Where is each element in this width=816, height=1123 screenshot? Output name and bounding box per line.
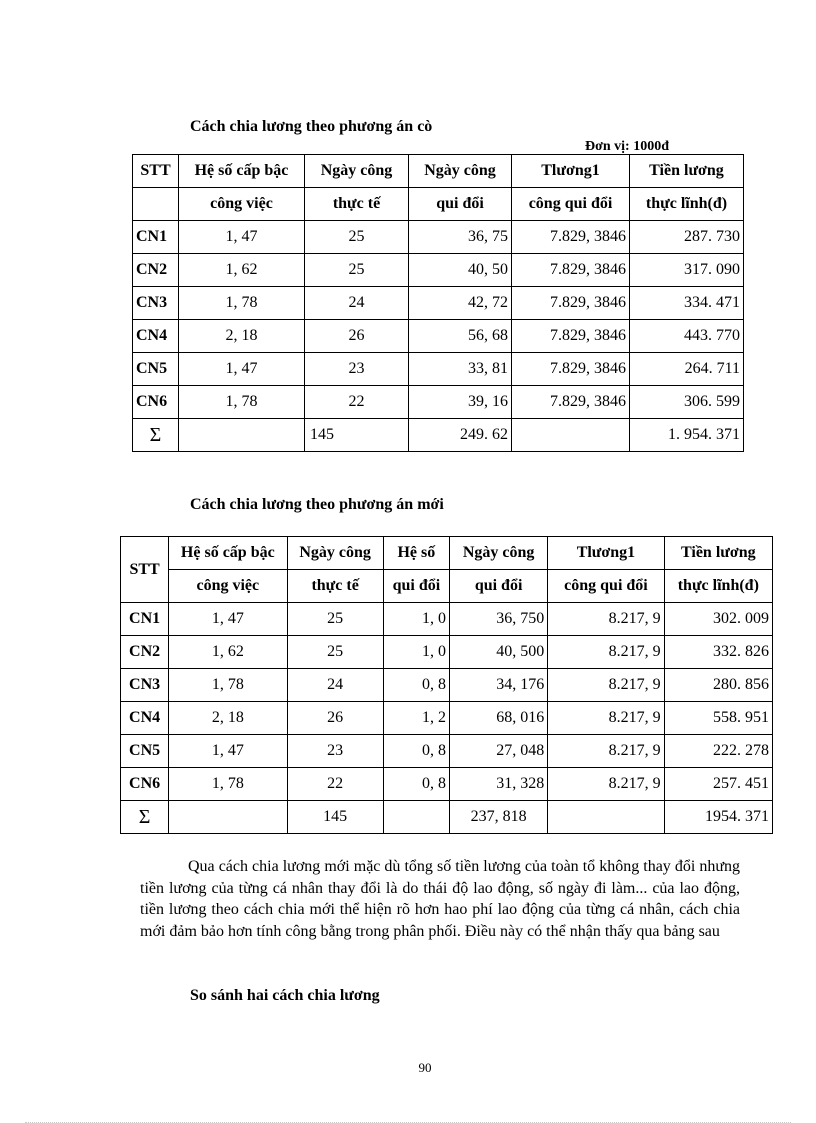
table1-header-cong-qui-doi: công qui đổi [512,188,630,221]
table2-header-thuc-linh: thực lĩnh(đ) [664,570,772,603]
table2-cell: 1, 47 [169,603,287,636]
table2-total-row [121,801,773,834]
table1-cell: 334. 471 [630,287,744,320]
table2-cell: 222. 278 [664,735,772,768]
sigma-icon: Σ [121,801,169,834]
table2-cell-stt: CN5 [121,735,169,768]
table1-cell: 7.829, 3846 [512,221,630,254]
table2-cell: 1, 47 [169,735,287,768]
table1-cell: 287. 730 [630,221,744,254]
table2-cell: 1, 0 [383,603,449,636]
table1-total-row [133,419,744,452]
table1-row [133,287,744,320]
table1-header-he-so-cap-bac: Hệ số cấp bậc [179,155,305,188]
body-paragraph [140,856,740,942]
table2-cell: 8.217, 9 [548,669,664,702]
table2-header-row-1 [121,537,773,570]
table2-cell: 22 [287,768,383,801]
table2-cell: 1, 0 [383,636,449,669]
table1-cell-stt: CN2 [133,254,179,287]
table1-cell: 42, 72 [409,287,512,320]
table1-header-tluong1: Tlương1 [512,155,630,188]
table2-header-thuc-te: thực tế [287,570,383,603]
table2-cell: 8.217, 9 [548,768,664,801]
table1-row [133,254,744,287]
table2-header-he-so-qui-doi: Hệ số [383,537,449,570]
table2-total-salary: 1954. 371 [664,801,772,834]
table2-total-qui-doi: 237, 818 [449,801,547,834]
table1-row [133,320,744,353]
table2-cell: 1, 62 [169,636,287,669]
table2-cell: 1, 78 [169,768,287,801]
table1-cell: 7.829, 3846 [512,353,630,386]
table1-cell: 39, 16 [409,386,512,419]
table2-cell: 25 [287,603,383,636]
table1-cell-stt: CN5 [133,353,179,386]
table2-cell [169,801,287,834]
table1-header-stt-sub [133,188,179,221]
table1-cell: 1, 78 [179,287,305,320]
table2-row [121,603,773,636]
table2-cell: 23 [287,735,383,768]
table1-cell-stt: CN1 [133,221,179,254]
table2-cell: 24 [287,669,383,702]
table1-header-cong-viec: công việc [179,188,305,221]
table2-cell: 8.217, 9 [548,735,664,768]
table2-cell: 25 [287,636,383,669]
table1 [132,154,744,452]
table1-cell-stt: CN4 [133,320,179,353]
table2-cell: 26 [287,702,383,735]
table1-header-thuc-te: thực tế [305,188,409,221]
table2-cell: 8.217, 9 [548,636,664,669]
table1-cell: 7.829, 3846 [512,254,630,287]
table2-cell: 1, 2 [383,702,449,735]
table1-cell: 7.829, 3846 [512,386,630,419]
table1-header-row-1 [133,155,744,188]
table2-cell-stt: CN2 [121,636,169,669]
table2-cell: 280. 856 [664,669,772,702]
table2-cell: 8.217, 9 [548,603,664,636]
table1-header-stt: STT [133,155,179,188]
table1-total-qui-doi: 249. 62 [409,419,512,452]
table2-header-row-2 [121,570,773,603]
table2-row [121,702,773,735]
table2-header-qui-doi-2: qui đổi [449,570,547,603]
table2-cell: 8.217, 9 [548,702,664,735]
table2-cell-stt: CN3 [121,669,169,702]
table2-header-he-so-cap-bac: Hệ số cấp bậc [169,537,287,570]
table1-cell: 1, 62 [179,254,305,287]
table1-cell: 40, 50 [409,254,512,287]
table2-cell-stt: CN1 [121,603,169,636]
table2-cell [548,801,664,834]
table1-cell: 23 [305,353,409,386]
table1-cell: 443. 770 [630,320,744,353]
table1-cell: 1, 78 [179,386,305,419]
table2-total-days: 145 [287,801,383,834]
table2-cell: 0, 8 [383,669,449,702]
table1-cell: 7.829, 3846 [512,320,630,353]
table1-cell [512,419,630,452]
table2-cell: 332. 826 [664,636,772,669]
table2-cell: 257. 451 [664,768,772,801]
table2-cell: 31, 328 [449,768,547,801]
table1-cell [179,419,305,452]
table1-cell: 24 [305,287,409,320]
table1-cell: 56, 68 [409,320,512,353]
table1-row [133,353,744,386]
table1-cell: 1, 47 [179,221,305,254]
table2-header-cong-viec: công việc [169,570,287,603]
table2-cell: 27, 048 [449,735,547,768]
table1-cell: 33, 81 [409,353,512,386]
section3-title: So sánh hai cách chia lương [190,987,380,1004]
table2-cell: 0, 8 [383,768,449,801]
table2-header-cong-qui-doi: công qui đổi [548,570,664,603]
table2-header-tien-luong: Tiền lương [664,537,772,570]
table1-cell-stt: CN6 [133,386,179,419]
table2-cell: 34, 176 [449,669,547,702]
table1-header-ngay-cong-thuc-te: Ngày công [305,155,409,188]
table2-cell: 0, 8 [383,735,449,768]
table2-header-ngay-cong-qui-doi: Ngày công [449,537,547,570]
table2-cell: 558. 951 [664,702,772,735]
table1-header-row-2 [133,188,744,221]
table1-cell-stt: CN3 [133,287,179,320]
table1-row [133,221,744,254]
table1-cell: 7.829, 3846 [512,287,630,320]
table2-cell: 1, 78 [169,669,287,702]
table2-cell: 2, 18 [169,702,287,735]
table2-header-qui-doi: qui đổi [383,570,449,603]
table1-cell: 25 [305,254,409,287]
table1-header-tien-luong: Tiền lương [630,155,744,188]
table1-total-salary: 1. 954. 371 [630,419,744,452]
table2 [120,536,773,834]
table1-title: Cách chia lương theo phương án cò [190,118,433,135]
table2-cell-stt: CN4 [121,702,169,735]
page-number: 90 [418,1060,432,1075]
sigma-icon: Σ [133,419,179,452]
table2-header-tluong1: Tlương1 [548,537,664,570]
table1-row [133,386,744,419]
table1-cell: 317. 090 [630,254,744,287]
table1-cell: 306. 599 [630,386,744,419]
table2-row [121,669,773,702]
table1-cell: 26 [305,320,409,353]
table1-total-days: 145 [305,419,409,452]
table2-cell: 36, 750 [449,603,547,636]
table2-title: Cách chia lương theo phương án mới [190,496,444,513]
table1-cell: 25 [305,221,409,254]
table2-cell [383,801,449,834]
table1-header-qui-doi: qui đổi [409,188,512,221]
table1-cell: 2, 18 [179,320,305,353]
table2-cell: 68, 016 [449,702,547,735]
table2-cell: 302. 009 [664,603,772,636]
table2-header-ngay-cong-thuc-te: Ngày công [287,537,383,570]
table1-cell: 264. 711 [630,353,744,386]
table2-row [121,636,773,669]
table1-cell: 22 [305,386,409,419]
table2-row [121,735,773,768]
table1-unit: Đơn vị: 1000đ [585,139,669,154]
table2-cell-stt: CN6 [121,768,169,801]
table1-cell: 36, 75 [409,221,512,254]
table2-header-stt: STT [121,537,169,603]
table1-cell: 1, 47 [179,353,305,386]
table1-header-ngay-cong-qui-doi: Ngày công [409,155,512,188]
table1-header-thuc-linh: thực lĩnh(đ) [630,188,744,221]
body-paragraph-text: Qua cách chia lương mới mặc dù tổng số tiền lương của toàn tổ không thay đổi nhưng tiền lương của từng cá nhân thay đổi là do thái độ lao động, số ngày đi làm... của lao động, tiền lương theo cách chia mới thể hiện rõ hơn hao phí lao động của từng cá nhân, cách chia mới đảm bảo hơn tính công bằng trong phân phối. Điều này có thể nhận thấy qua bảng sau [140,858,740,940]
table2-cell: 40, 500 [449,636,547,669]
table2-row [121,768,773,801]
